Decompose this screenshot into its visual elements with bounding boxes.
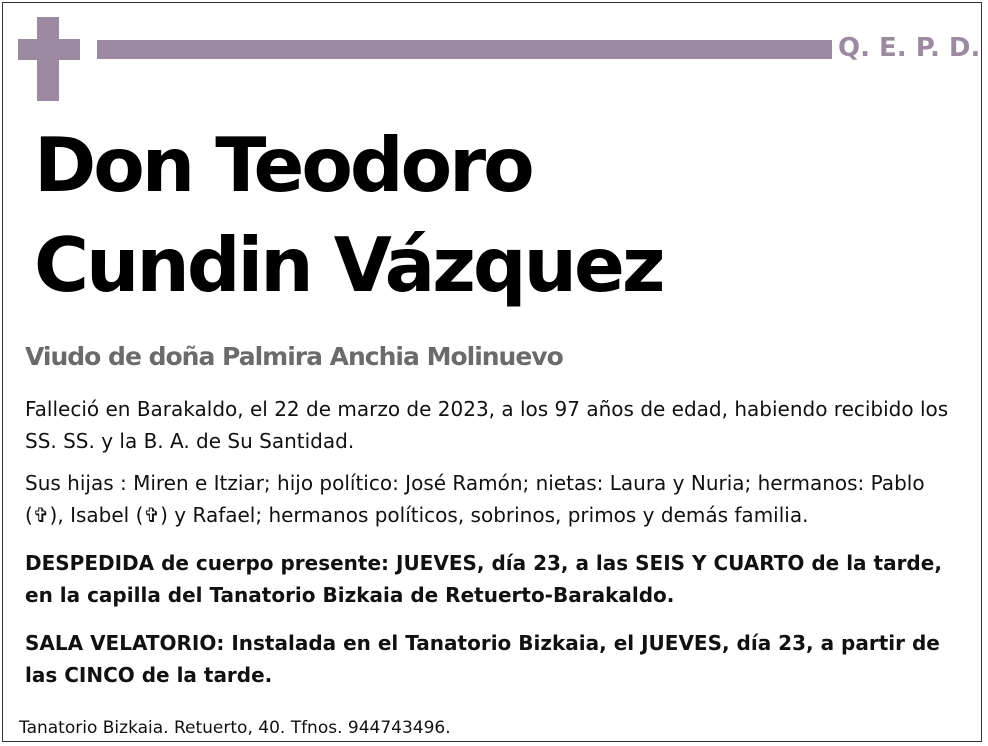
farewell-text: DESPEDIDA de cuerpo presente: JUEVES, día 23, a las SEIS Y CUARTO de la tarde, en la capilla del Tanatorio Bizkaia de Retuerto-Barakaldo. — [25, 551, 942, 607]
footer-contact: Tanatorio Bizkaia. Retuerto, 40. Tfnos. 944743496. — [19, 718, 451, 738]
wake-text: SALA VELATORIO: Instalada en el Tanatorio Bizkaia, el JUEVES, día 23, a partir de las CINCO de la tarde. — [25, 631, 940, 687]
deceased-name-line1: Don Teodoro — [34, 121, 532, 209]
qepd-label: Q. E. P. D. — [838, 33, 981, 63]
cross-icon-arm — [18, 39, 80, 60]
widow-of-text: Viudo de doña Palmira Anchia Molinuevo — [25, 342, 563, 371]
deceased-name-line2: Cundin Vázquez — [34, 221, 663, 309]
death-notice-text: Falleció en Barakaldo, el 22 de marzo de 2023, a los 97 años de edad, habiendo recibido los SS. SS. y la B. A. de Su Santidad. — [25, 397, 949, 453]
family-text: Sus hijas : Miren e Itziar; hijo político: José Ramón; nietas: Laura y Nuria; hermanos: Pablo (✞), Isabel (✞) y Rafael; hermanos políticos, sobrinos, primos y demás familia. — [25, 471, 925, 527]
deceased-name — [34, 115, 663, 315]
header-bar — [97, 40, 832, 59]
